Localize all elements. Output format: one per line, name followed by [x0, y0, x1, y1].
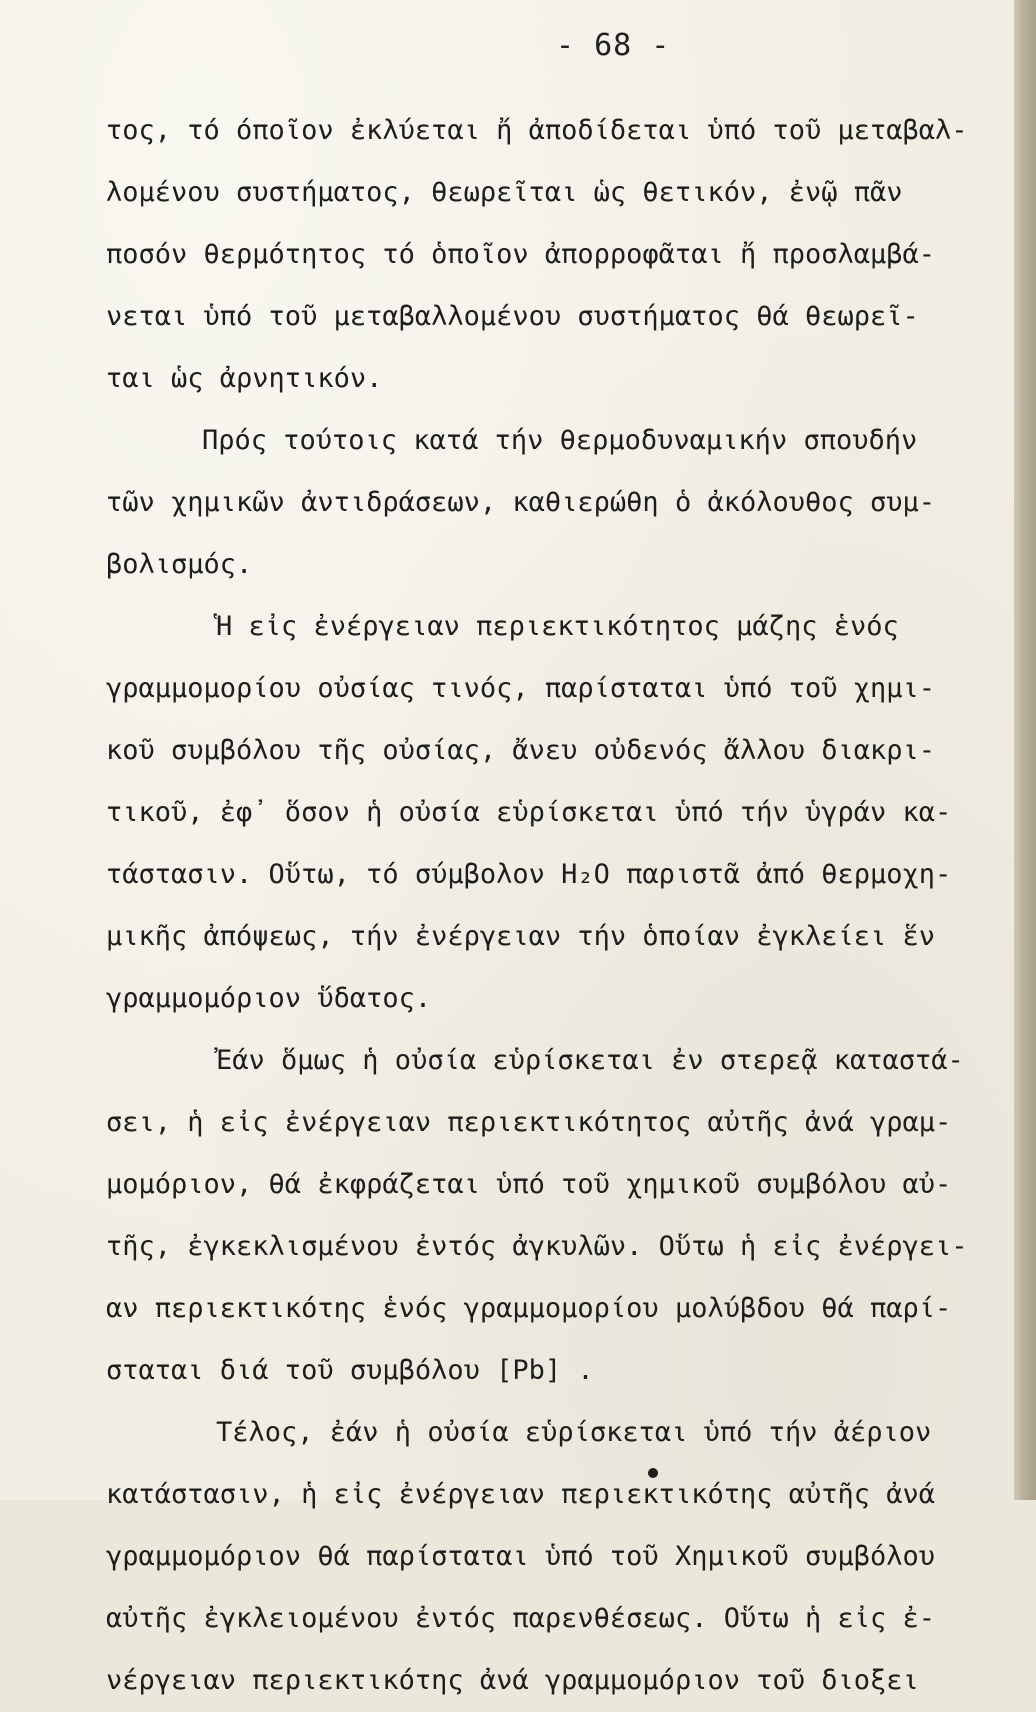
text-line: γραμμομόριον θά παρίσταται ὑπό τοῦ Χημικοῦ συμβόλου — [106, 1541, 936, 1572]
text-line: βολισμός. — [106, 549, 253, 580]
text-line: ποσόν θερμότητος τό ὁποῖον ἀπορροφᾶται ἤ προσλαμβά- — [106, 239, 936, 270]
text-line: Τέλος, ἐάν ἡ οὐσία εὑρίσκεται ὑπό τήν ἀέριον — [216, 1417, 932, 1448]
text-line: μομόριον, θά ἐκφράζεται ὑπό τοῦ χημικοῦ συμβόλου αὐ- — [106, 1169, 952, 1200]
text-line: μικῆς ἀπόψεως, τήν ἐνέργειαν τήν ὁποίαν ἐγκλείει ἕν — [106, 921, 936, 952]
text-line: νεται ὑπό τοῦ μεταβαλλομένου συστήματος θά θεωρεῖ- — [106, 301, 919, 332]
text-line: τῶν χημικῶν ἀντιδράσεων, καθιερώθη ὁ ἀκόλουθος συμ- — [106, 487, 936, 518]
page-number: - 68 - — [556, 28, 671, 63]
body-text — [106, 100, 1006, 1712]
footer-dot — [648, 1468, 658, 1478]
page-edge — [1014, 0, 1036, 1500]
text-line: αὐτῆς ἐγκλειομένου ἐντός παρενθέσεως. Οὕτω ἡ εἰς ἐ- — [106, 1603, 936, 1634]
text-line: σει, ἡ εἰς ἐνέργειαν περιεκτικότητος αὐτῆς ἀνά γραμ- — [106, 1107, 952, 1138]
text-line: γραμμομορίου οὐσίας τινός, παρίσταται ὑπό τοῦ χημι- — [106, 673, 936, 704]
text-line: τος, τό όποῖον ἐκλύεται ἤ ἀποδίδεται ὑπό τοῦ μεταβαλ- — [106, 115, 968, 146]
text-line: γραμμομόριον ὕδατος. — [106, 983, 432, 1014]
text-line: τάστασιν. Οὕτω, τό σύμβολον H₂O παριστᾶ ἀπό θερμοχη- — [106, 859, 952, 890]
text-line: ται ὡς ἀρνητικόν. — [106, 363, 383, 394]
text-line: τῆς, ἐγκεκλισμένου ἐντός ἀγκυλῶν. Οὕτω ἡ εἰς ἐνέργει- — [106, 1231, 968, 1262]
text-line: αν περιεκτικότης ἑνός γραμμομορίου μολύβδου θά παρί- — [106, 1293, 952, 1324]
text-line: νέργειαν περιεκτικότης ἀνά γραμμομόριον τοῦ διοξει — [106, 1665, 919, 1696]
text-line: κατάστασιν, ἡ εἰς ἐνέργειαν περιεκτικότης αὐτῆς ἀνά — [106, 1479, 936, 1510]
text-line: τικοῦ, ἐφ᾽ ὅσον ἡ οὐσία εὑρίσκεται ὑπό τήν ὑγράν κα- — [106, 797, 952, 828]
text-line: λομένου συστήματος, θεωρεῖται ὡς θετικόν, ἐνῷ πᾶν — [106, 177, 903, 208]
text-line: Πρός τούτοις κατά τήν θερμοδυναμικήν σπουδήν — [202, 425, 918, 456]
text-line: Ἐάν ὅμως ἡ οὐσία εὑρίσκεται ἐν στερεᾷ καταστά- — [216, 1045, 964, 1076]
text-line: σταται διά τοῦ συμβόλου [Pb] . — [106, 1355, 594, 1386]
text-line: κοῦ συμβόλου τῆς οὐσίας, ἄνευ οὐδενός ἄλλου διακρι- — [106, 735, 936, 766]
text-line: Ἡ εἰς ἐνέργειαν περιεκτικότητος μάζης ἑνός — [216, 611, 899, 642]
